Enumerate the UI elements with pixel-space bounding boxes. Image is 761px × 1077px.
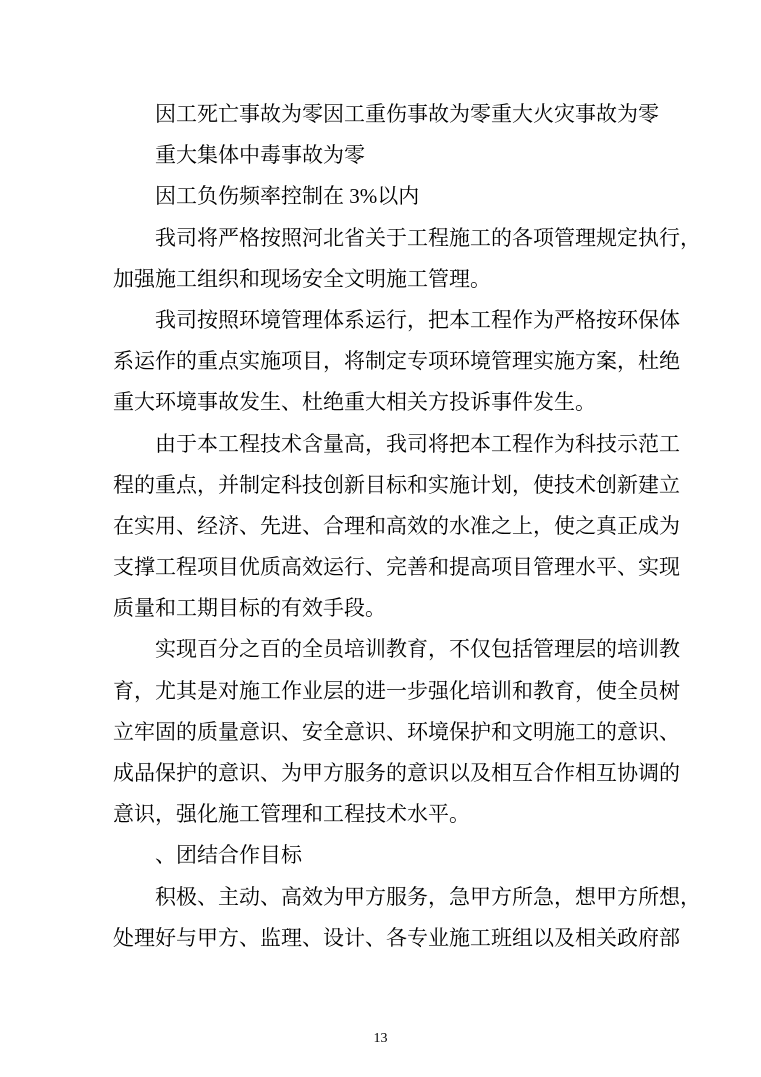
page-number: 13	[373, 1031, 388, 1046]
text-line: 立牢固的质量意识、安全意识、环境保护和文明施工的意识、	[113, 719, 680, 744]
text-line: 由于本工程技术含量高，我司将把本工程作为科技示范工	[155, 431, 680, 456]
text-line: 质量和工期目标的有效手段。	[113, 596, 386, 621]
text-line: 重大环境事故发生、杜绝重大相关方投诉事件发生。	[113, 390, 596, 415]
text-line: 因工死亡事故为零因工重伤事故为零重大火灾事故为零	[155, 102, 659, 126]
text-line: 因工负伤频率控制在 3%以内	[155, 184, 420, 209]
text-line: 意识，强化施工管理和工程技术水平。	[113, 802, 470, 827]
section-heading-line: 、团结合作目标	[155, 843, 302, 868]
text-line: 实现百分之百的全员培训教育，不仅包括管理层的培训教	[155, 637, 680, 662]
text-line: 育，尤其是对施工作业层的进一步强化培训和教育，使全员树	[113, 678, 680, 703]
text-line: 重大集体中毒事故为零	[155, 143, 365, 168]
document-text-block	[113, 94, 701, 959]
text-line: 积极、主动、高效为甲方服务，急甲方所急，想甲方所想，	[155, 884, 701, 909]
text-line: 程的重点，并制定科技创新目标和实施计划，使技术创新建立	[113, 472, 680, 497]
text-line: 加强施工组织和现场安全文明施工管理。	[113, 266, 491, 291]
text-line: 处理好与甲方、监理、设计、各专业施工班组以及相关政府部	[113, 925, 680, 950]
text-line: 成品保护的意识、为甲方服务的意识以及相互合作相互协调的	[113, 761, 680, 785]
text-line: 我司按照环境管理体系运行，把本工程作为严格按环保体	[155, 307, 680, 332]
text-line: 支撑工程项目优质高效运行、完善和提高项目管理水平、实现	[113, 555, 680, 580]
text-line: 系运作的重点实施项目，将制定专项环境管理实施方案，杜绝	[113, 349, 680, 374]
text-line: 在实用、经济、先进、合理和高效的水准之上，使之真正成为	[113, 513, 680, 538]
text-line: 我司将严格按照河北省关于工程施工的各项管理规定执行，	[155, 225, 701, 250]
